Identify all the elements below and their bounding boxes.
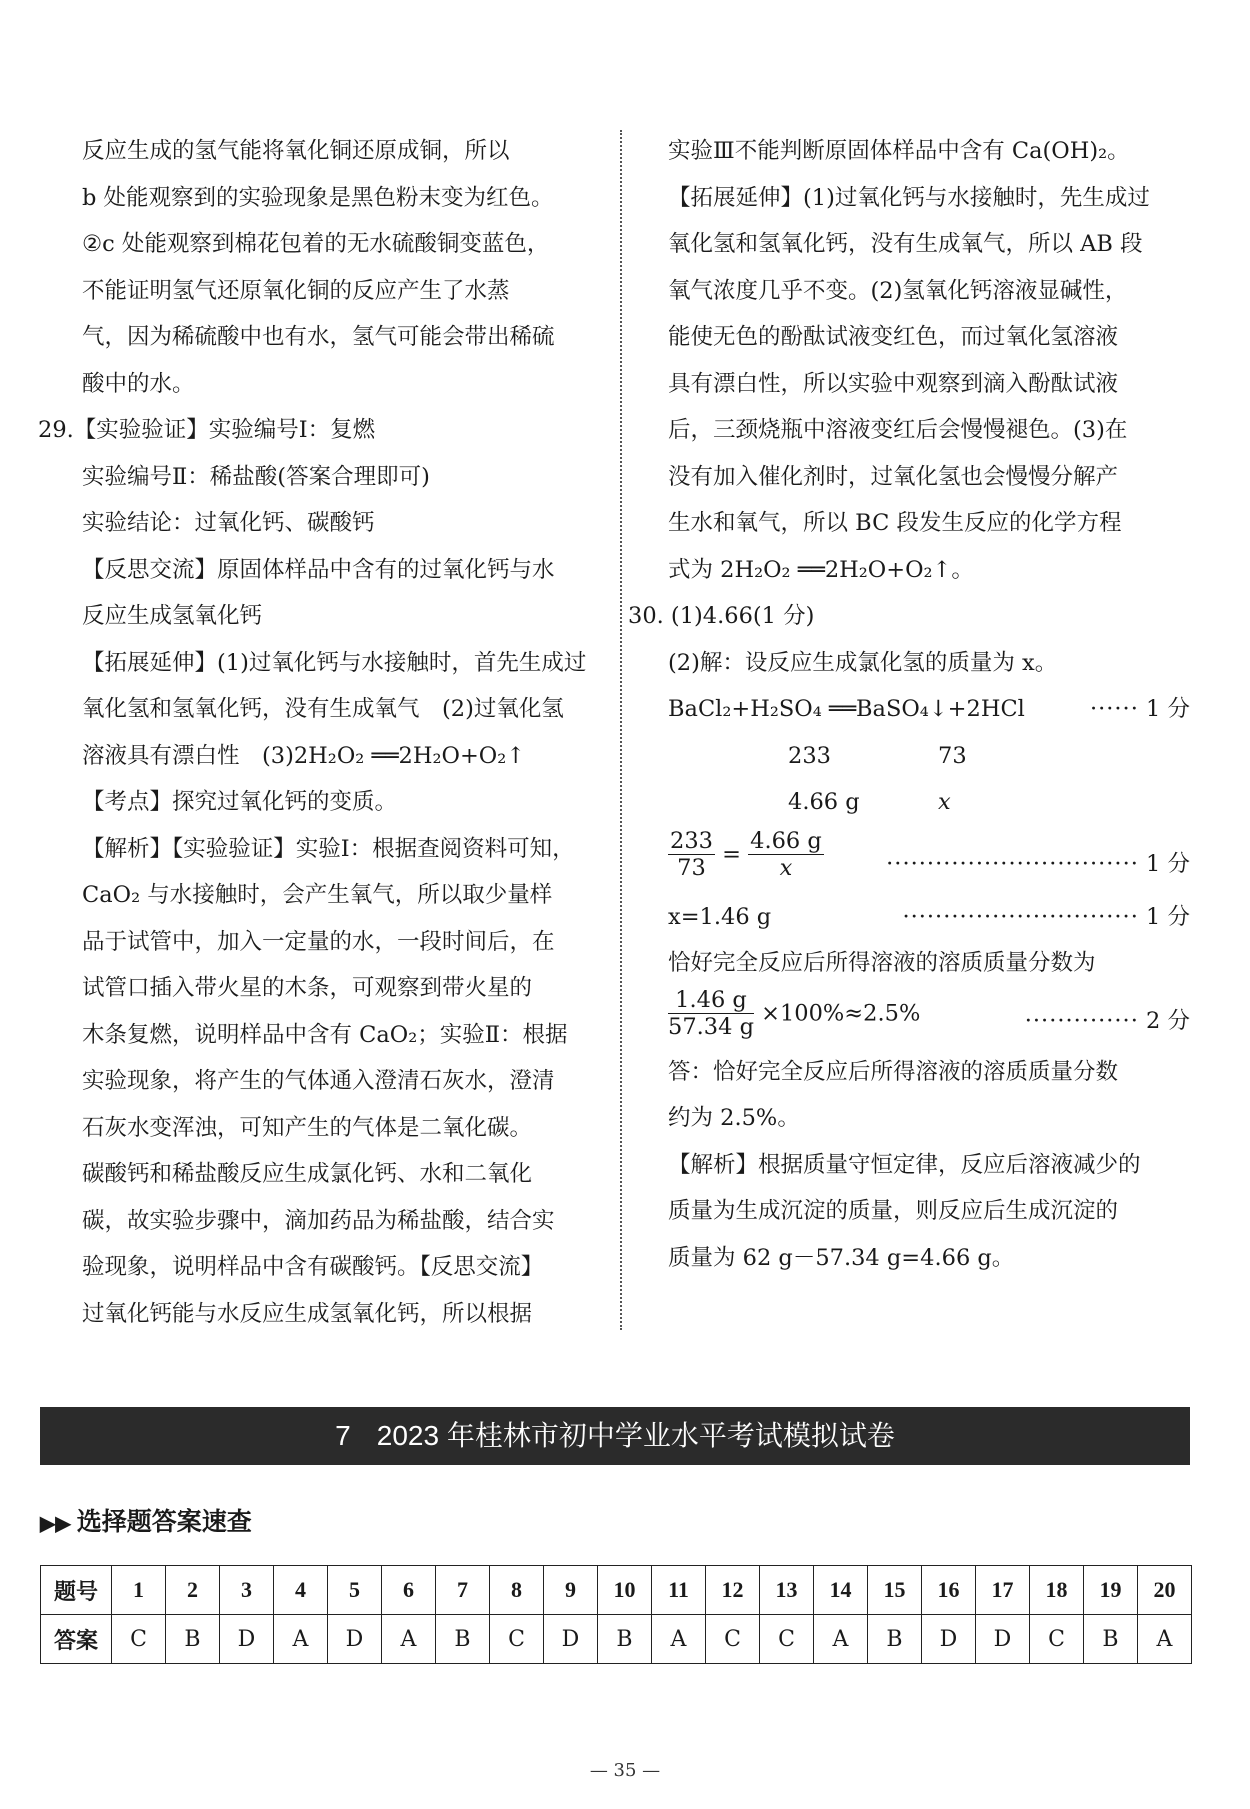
answer-table — [40, 1565, 1192, 1664]
question-number: 20 — [1138, 1566, 1192, 1615]
x-score — [902, 894, 1190, 941]
text-line: 【解析】根据质量守恒定律，反应后溶液减少的 — [668, 1151, 1141, 1178]
answer-cell: D — [922, 1615, 976, 1664]
text-line: 质量为 62 g－57.34 g=4.66 g。 — [668, 1244, 1015, 1271]
answer-cell: A — [274, 1615, 328, 1664]
question-number: 18 — [1030, 1566, 1084, 1615]
question-number: 9 — [544, 1566, 598, 1615]
text-line: CaO₂ 与水接触时，会产生氧气，所以取少量样 — [82, 882, 553, 908]
question-number: 11 — [652, 1566, 706, 1615]
text-line: 氧气浓度几乎不变。(2)氢氧化钙溶液显碱性， — [668, 277, 1128, 304]
mass-466: 4.66 g — [788, 789, 860, 815]
text-line: 溶液具有漂白性 (3)2H₂O₂ ══2H₂O+O₂↑ — [82, 742, 526, 769]
text-line: 过氧化钙能与水反应生成氢氧化钙，所以根据 — [82, 1300, 533, 1327]
answer-cell: D — [544, 1615, 598, 1664]
answer-cell: A — [652, 1615, 706, 1664]
text-line: 生水和氧气，所以 BC 段发生反应的化学方程 — [668, 510, 1122, 536]
ratio-left-fraction — [668, 828, 715, 881]
text-line: 实验结论：过氧化钙、碳酸钙 — [82, 510, 375, 536]
answer-cell: C — [706, 1615, 760, 1664]
fraction-numerator: 233 — [670, 827, 713, 854]
answer-cell: C — [490, 1615, 544, 1664]
double-arrow-icon: ▶▶ — [40, 1513, 71, 1535]
text-line: 实验Ⅲ不能判断原固体样品中含有 Ca(OH)₂。 — [668, 138, 1130, 164]
answer-cell: D — [220, 1615, 274, 1664]
text-line: 反应生成的氢气能将氧化铜还原成铜，所以 — [82, 138, 510, 164]
molar-73: 73 — [938, 742, 967, 769]
question-29-heading: 29.【实验验证】实验编号Ⅰ：复燃 — [38, 417, 376, 443]
fraction-denominator: 73 — [677, 854, 706, 881]
text-line: 氧化氢和氢氧化钙，没有生成氧气 (2)过氧化氢 — [82, 696, 564, 722]
banner-title: 2023 年桂林市初中学业水平考试模拟试卷 — [376, 1420, 895, 1451]
molar-mass-row — [668, 733, 1190, 780]
text-line: 约为 2.5%。 — [668, 1105, 800, 1131]
answer-cell: D — [976, 1615, 1030, 1664]
text-line: b 处能观察到的实验现象是黑色粉末变为红色。 — [82, 184, 554, 211]
table-row-answers — [41, 1615, 1192, 1664]
text-line: 恰好完全反应后所得溶液的溶质质量分数为 — [668, 950, 1096, 976]
text-line: 【解析】【实验验证】实验Ⅰ：根据查阅资料可知， — [82, 835, 575, 862]
page-number: — 35 — — [589, 1760, 661, 1781]
equation-score — [1090, 686, 1190, 733]
ratio-row: $\frac{233}{73}$ = $\frac{4.66 g}{x}$ ······························· 1 分 — [670, 827, 1190, 881]
text-line: 木条复燃，说明样品中含有 CaO₂；实验Ⅱ：根据 — [82, 1021, 568, 1048]
question-number: 13 — [760, 1566, 814, 1615]
section-subheading — [40, 1502, 252, 1538]
mass-row — [668, 779, 1190, 826]
text-line: 能使无色的酚酞试液变红色，而过氧化氢溶液 — [668, 324, 1119, 350]
text-line: 实验现象，将产生的气体通入澄清石灰水，澄清 — [82, 1068, 555, 1094]
text-line: 答：恰好完全反应后所得溶液的溶质质量分数 — [668, 1058, 1119, 1085]
question-number: 5 — [328, 1566, 382, 1615]
text-line: 具有漂白性，所以实验中观察到滴入酚酞试液 — [668, 370, 1119, 397]
right-column — [628, 128, 1190, 1281]
text-line: 验现象，说明样品中含有碳酸钙。【反思交流】 — [82, 1254, 544, 1280]
text-line: 碳，故实验步骤中，滴加药品为稀盐酸，结合实 — [82, 1207, 555, 1234]
left-column — [38, 128, 602, 1337]
text-line: 没有加入催化剂时，过氧化氢也会慢慢分解产 — [668, 463, 1119, 490]
text-line: ②c 处能观察到棉花包着的无水硫酸铜变蓝色， — [82, 231, 550, 257]
question-number: 15 — [868, 1566, 922, 1615]
equation-text: BaCl₂+H₂SO₄ ══BaSO₄↓+2HCl — [668, 696, 1025, 722]
x-value-row — [668, 894, 1190, 941]
score-label: 1 分 — [1146, 903, 1190, 930]
question-number: 2 — [166, 1566, 220, 1615]
fraction-denominator: x — [779, 854, 793, 881]
question-number: 16 — [922, 1566, 976, 1615]
text-line: 品于试管中，加入一定量的水，一段时间后，在 — [82, 928, 555, 955]
text-line: 【拓展延伸】(1)过氧化钙与水接触时，先生成过 — [668, 184, 1150, 211]
banner-number: 7 — [335, 1420, 351, 1451]
score-label: 2 分 — [1146, 1007, 1190, 1034]
percent-fraction — [668, 987, 754, 1040]
leader-dots: ·············· — [1024, 1007, 1139, 1034]
answer-cell: A — [814, 1615, 868, 1664]
text-line: 石灰水变浑浊，可知产生的气体是二氧化碳。 — [82, 1114, 533, 1141]
question-number: 4 — [274, 1566, 328, 1615]
answer-cell: B — [1084, 1615, 1138, 1664]
text-line: 质量为生成沉淀的质量，则反应后生成沉淀的 — [668, 1198, 1119, 1224]
table-row-numbers — [41, 1566, 1192, 1615]
question-number: 8 — [490, 1566, 544, 1615]
text-line: 【考点】探究过氧化钙的变质。 — [82, 789, 398, 815]
percent-result: ×100%≈2.5% — [761, 1000, 921, 1026]
text-line: 气，因为稀硫酸中也有水，氢气可能会带出稀硫 — [82, 324, 555, 350]
answer-cell: C — [112, 1615, 166, 1664]
question-number: 12 — [706, 1566, 760, 1615]
text-line: 碳酸钙和稀盐酸反应生成氯化钙、水和二氧化 — [82, 1161, 533, 1187]
row-label: 答案 — [41, 1615, 112, 1664]
text-line: 实验编号Ⅱ：稀盐酸(答案合理即可) — [82, 463, 430, 490]
score-label: 1 分 — [1146, 850, 1190, 877]
text-line: (2)解：设反应生成氯化氢的质量为 x。 — [668, 649, 1058, 676]
text-line: 后，三颈烧瓶中溶液变红后会慢慢褪色。(3)在 — [668, 417, 1128, 443]
row-label: 题号 — [41, 1566, 112, 1615]
x-value: x=1.46 g — [668, 903, 772, 930]
text-line: 不能证明氢气还原氧化铜的反应产生了水蒸 — [82, 277, 510, 304]
molar-233: 233 — [788, 742, 831, 769]
text-line: 【反思交流】原固体样品中含有的过氧化钙与水 — [82, 556, 555, 583]
score-label: 1 分 — [1146, 696, 1190, 722]
answer-cell: D — [328, 1615, 382, 1664]
chemical-equation — [668, 686, 1190, 733]
fraction-numerator: 4.66 g — [750, 827, 822, 854]
text-line: 反应生成氢氧化钙 — [82, 603, 263, 629]
question-number: 1 — [112, 1566, 166, 1615]
answer-cell: B — [436, 1615, 490, 1664]
text-line: 氧化氢和氢氧化钙，没有生成氧气，所以 AB 段 — [668, 231, 1143, 257]
subheading-text: 选择题答案速查 — [76, 1508, 252, 1536]
answer-cell: C — [1030, 1615, 1084, 1664]
answer-cell: A — [382, 1615, 436, 1664]
question-number: 17 — [976, 1566, 1030, 1615]
fraction-denominator: 57.34 g — [668, 1013, 754, 1040]
answer-cell: A — [1138, 1615, 1192, 1664]
leader-dots: ······ — [1089, 696, 1139, 722]
mass-x: x — [938, 789, 951, 815]
text-line: 式为 2H₂O₂ ══2H₂O+O₂↑。 — [668, 556, 974, 583]
percent-score — [1025, 1003, 1190, 1035]
ratio-score — [886, 846, 1190, 878]
question-30-heading: 30. (1)4.66(1 分) — [628, 603, 815, 629]
answer-cell: C — [760, 1615, 814, 1664]
question-number: 14 — [814, 1566, 868, 1615]
answer-cell: B — [868, 1615, 922, 1664]
leader-dots: ····························· — [902, 903, 1139, 930]
fraction-numerator: 1.46 g — [668, 987, 754, 1014]
answer-cell: B — [598, 1615, 652, 1664]
leader-dots: ······························· — [886, 850, 1139, 877]
text-line: 酸中的水。 — [82, 370, 195, 397]
question-number: 7 — [436, 1566, 490, 1615]
question-number: 3 — [220, 1566, 274, 1615]
question-number: 19 — [1084, 1566, 1138, 1615]
text-line: 【拓展延伸】(1)过氧化钙与水接触时，首先生成过 — [82, 649, 587, 676]
question-number: 6 — [382, 1566, 436, 1615]
question-number: 10 — [598, 1566, 652, 1615]
section-banner — [40, 1407, 1190, 1465]
ratio-right-fraction — [748, 828, 824, 881]
column-divider — [620, 130, 622, 1330]
text-line: 试管口插入带火星的木条，可观察到带火星的 — [82, 975, 533, 1001]
percent-row — [668, 987, 1190, 1049]
answer-cell: B — [166, 1615, 220, 1664]
